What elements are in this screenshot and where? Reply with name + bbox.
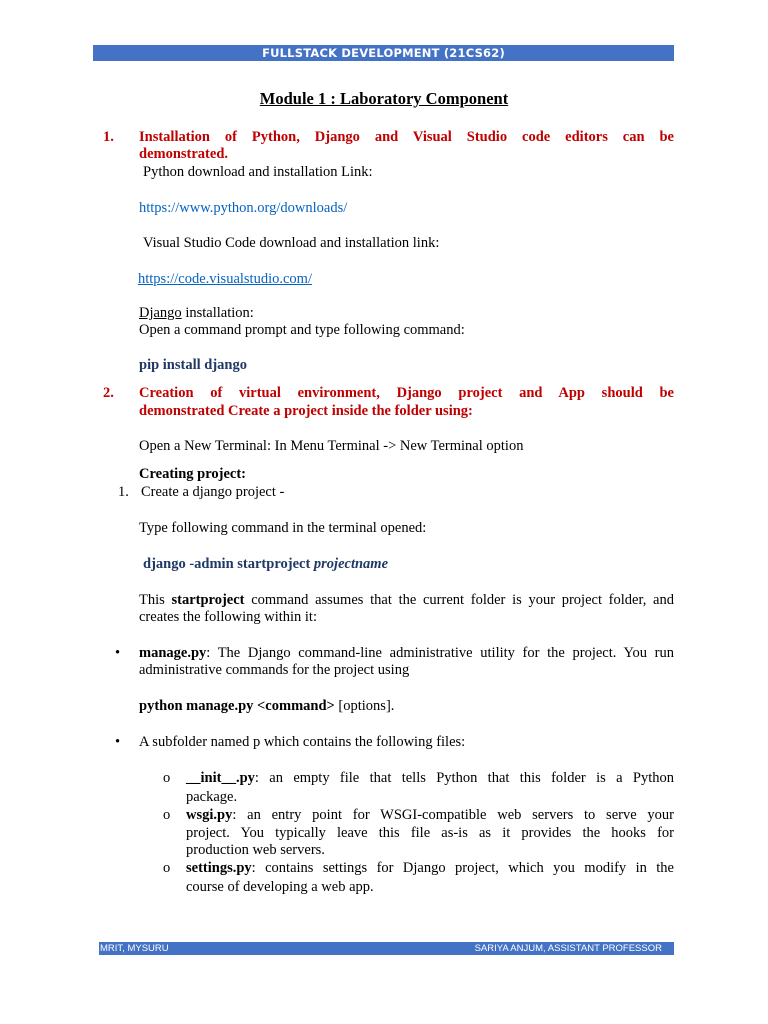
item1-heading-line1: Installation of Python, Django and Visual Studio code editors can be — [139, 129, 674, 145]
sub-bullet1-line2: package. — [186, 789, 238, 805]
sub-bullet2-line3: production web servers. — [186, 842, 325, 858]
python-manage-command-bold: python manage.py <command> — [139, 698, 335, 714]
wsgi-py-desc: : an entry point for WSGI-compatible web servers to serve your — [232, 807, 674, 823]
item2-heading-line2: demonstrated Create a project inside the folder using: — [139, 403, 473, 419]
python-manage-command — [139, 698, 394, 715]
item2-number: 2. — [103, 385, 114, 401]
bullet-dot-1: • — [115, 645, 121, 661]
python-download-label: Python download and installation Link: — [143, 164, 373, 180]
installation-text: installation: — [181, 305, 254, 321]
open-terminal-text: Open a New Terminal: In Menu Terminal -> New Terminal option — [139, 438, 524, 454]
sub-bullet-marker-3: o — [163, 860, 171, 876]
settings-py-desc: : contains settings for Django project, which you modify in the — [251, 860, 674, 876]
settings-py-term: settings.py — [186, 860, 252, 876]
vscode-download-label: Visual Studio Code download and installation link: — [143, 235, 440, 251]
sub-bullet3-line2: course of developing a web app. — [186, 879, 374, 895]
item2-heading-line1: Creation of virtual environment, Django project and App should be — [139, 385, 674, 401]
sub-list-number: 1. — [118, 484, 129, 500]
open-command-prompt-text: Open a command prompt and type following command: — [139, 322, 465, 338]
item1-number: 1. — [103, 129, 114, 145]
page-header: FULLSTACK DEVELOPMENT (21CS62) — [93, 45, 674, 61]
pip-install-command: pip install django — [139, 357, 247, 373]
sub-bullet2-line1 — [186, 807, 674, 824]
manage-py-term: manage.py — [139, 645, 207, 661]
startproject-command — [143, 556, 388, 573]
startproject-command-main: django -admin startproject — [143, 556, 314, 572]
startproject-description-line2: creates the following within it: — [139, 609, 317, 625]
create-django-project-text: Create a django project - — [141, 484, 285, 500]
vscode-download-link[interactable]: https://code.visualstudio.com/ — [138, 271, 312, 287]
startproject-description-line1 — [139, 592, 674, 609]
sub-bullet2-line2: project. You typically leave this file as-is as it provides the hooks for — [186, 825, 674, 841]
sub-bullet-marker-2: o — [163, 807, 171, 823]
page-title: Module 1 : Laboratory Component — [259, 89, 509, 108]
django-word: Django — [139, 305, 182, 321]
bullet-dot-2: • — [115, 734, 121, 750]
footer-institution: MRIT, MYSURU — [100, 943, 169, 954]
sub-bullet3-line1 — [186, 860, 674, 877]
item1-heading-line2: demonstrated. — [139, 146, 229, 162]
bullet2-text: A subfolder named p which contains the following files: — [139, 734, 466, 750]
creating-project-heading: Creating project: — [139, 466, 246, 482]
footer-author: SARIYA ANJUM, ASSISTANT PROFESSOR — [474, 943, 662, 954]
sub-bullet1-line1 — [186, 770, 674, 787]
wsgi-py-term: wsgi.py — [186, 807, 233, 823]
sub-bullet-marker-1: o — [163, 770, 171, 786]
python-manage-command-options: [options]. — [334, 698, 395, 714]
python-download-link[interactable]: https://www.python.org/downloads/ — [139, 200, 348, 216]
page-footer — [99, 942, 674, 955]
type-command-text: Type following command in the terminal opened: — [139, 520, 427, 536]
this-word: This — [139, 592, 172, 608]
assumes-text: command assumes that the current folder is your project folder, and — [244, 592, 674, 608]
startproject-word: startproject — [171, 592, 245, 608]
startproject-command-arg: projectname — [313, 556, 389, 572]
bullet1-line1 — [139, 645, 674, 662]
init-py-desc: : an empty file that tells Python that this folder is a Python — [254, 770, 674, 786]
manage-py-desc: : The Django command-line administrative utility for the project. You run — [206, 645, 674, 661]
django-installation-label — [139, 305, 254, 322]
init-py-term: __init__.py — [186, 770, 255, 786]
bullet1-line2: administrative commands for the project using — [139, 662, 410, 678]
